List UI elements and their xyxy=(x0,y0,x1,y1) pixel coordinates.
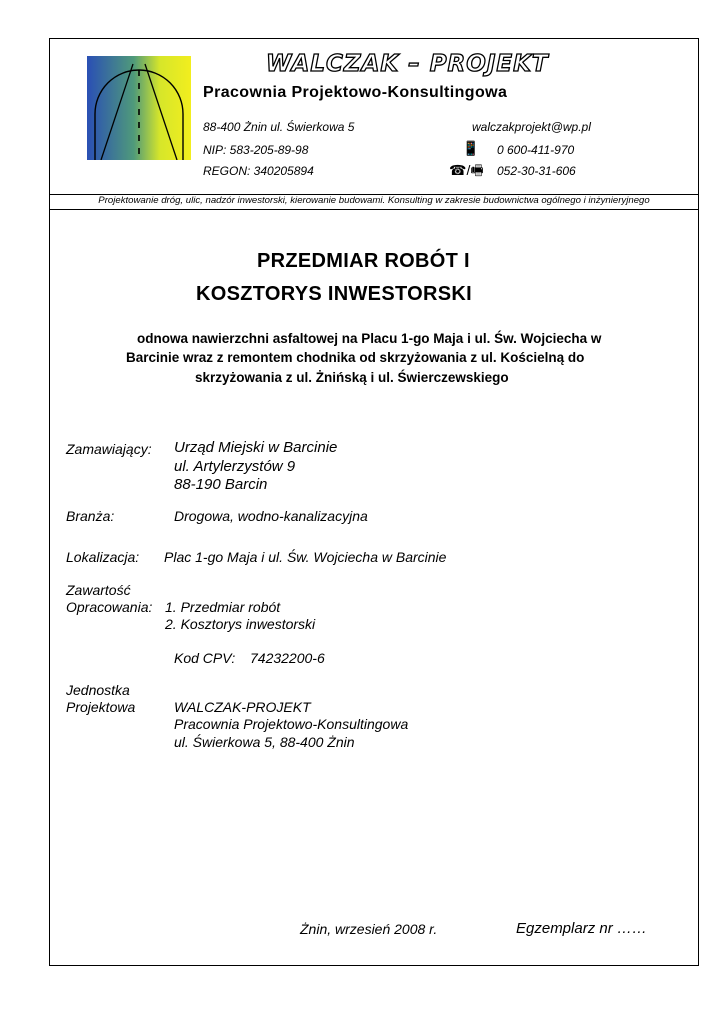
branch-label: Branża: xyxy=(66,508,115,524)
description-line1: odnowa nawierzchni asfaltowej na Placu 1-go Maja i ul. Św. Wojciecha w xyxy=(137,331,602,346)
contents-label-line2: Opracowania: xyxy=(66,599,153,615)
document-title-line2: KOSZTORYS INWESTORSKI xyxy=(196,283,472,305)
location-label: Lokalizacja: xyxy=(66,549,140,565)
design-unit-label-line1: Jednostka xyxy=(66,682,130,698)
cpv-label: Kod CPV: xyxy=(174,650,236,666)
cpv-value: 74232200-6 xyxy=(250,650,325,666)
contents-label-line1: Zawartość xyxy=(66,582,131,598)
branch-value: Drogowa, wodno-kanalizacyjna xyxy=(174,508,368,524)
document-title-line1: PRZEDMIAR ROBÓT I xyxy=(257,250,470,272)
company-nip: NIP: 583-205-89-98 xyxy=(203,143,309,157)
place-date: Żnin, wrzesień 2008 r. xyxy=(300,921,438,937)
description-line2: Barcinie wraz z remontem chodnika od skrzyżowania z ul. Kościelną do xyxy=(126,350,585,365)
document-frame xyxy=(49,38,699,966)
location-value: Plac 1-go Maja i ul. Św. Wojciecha w Barcinie xyxy=(164,549,447,565)
description-line3: skrzyżowania z ul. Żnińską i ul. Świerczewskiego xyxy=(195,370,509,385)
design-unit-address: ul. Świerkowa 5, 88-400 Żnin xyxy=(174,734,355,750)
client-city: 88-190 Barcin xyxy=(174,476,268,493)
client-street: ul. Artylerzystów 9 xyxy=(174,458,296,475)
company-email[interactable]: walczakprojekt@wp.pl xyxy=(472,120,591,134)
design-unit-subtitle: Pracownia Projektowo-Konsultingowa xyxy=(174,716,409,732)
client-name: Urząd Miejski w Barcinie xyxy=(174,439,338,456)
services-banner: Projektowanie dróg, ulic, nadzór inwestorski, kierowanie budowami. Konsulting w zakresie budownictwa ogólnego i inżynieryjnego xyxy=(98,195,650,206)
mobile-number: 0 600-411-970 xyxy=(497,143,575,157)
contents-item-1: 1. Przedmiar robót xyxy=(165,599,281,615)
mobile-phone-icon: 📱 xyxy=(462,140,480,156)
phone-fax-icon: ☎/🖷 xyxy=(449,162,484,178)
contents-item-2: 2. Kosztorys inwestorski xyxy=(165,616,316,632)
company-name: WALCZAK – PROJEKT xyxy=(266,51,549,77)
design-unit-label-line2: Projektowa xyxy=(66,699,136,715)
road-logo-icon xyxy=(87,56,191,160)
company-address: 88-400 Żnin ul. Świerkowa 5 xyxy=(203,120,355,134)
company-subtitle: Pracownia Projektowo-Konsultingowa xyxy=(203,84,508,101)
header-divider-bottom xyxy=(50,209,698,210)
company-regon: REGON: 340205894 xyxy=(203,164,314,178)
copy-number: Egzemplarz nr …… xyxy=(516,920,647,937)
design-unit-name: WALCZAK-PROJEKT xyxy=(174,699,311,715)
client-label: Zamawiający: xyxy=(66,441,152,457)
phone-fax-number: 052-30-31-606 xyxy=(497,164,576,178)
